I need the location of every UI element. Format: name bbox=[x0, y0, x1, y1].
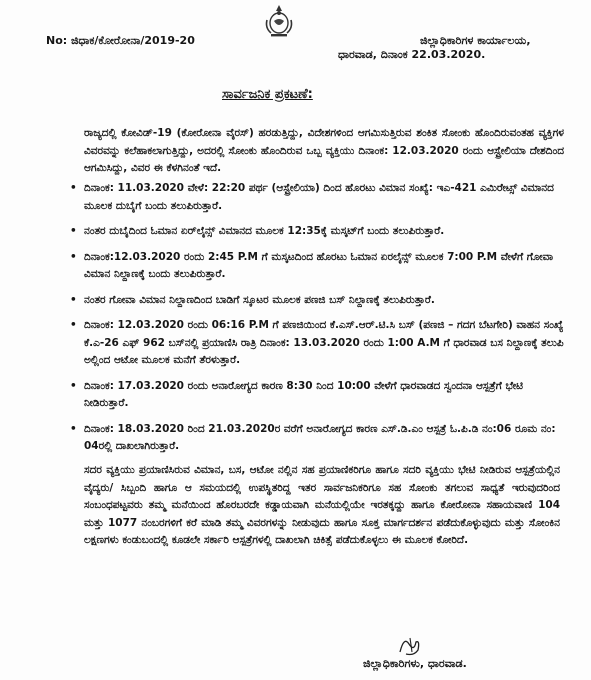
list-item bbox=[70, 249, 564, 284]
list-item bbox=[70, 421, 564, 456]
state-emblem-icon bbox=[264, 2, 294, 38]
list-item-text: ದಿನಾಂಕ: 17.03.2020 ರಂದು ಅನಾರೋಗ್ಯದ ಕಾರಣ 8:30 ನಿಂದ 10:00 ವೇಳೆಗೆ ಧಾರವಾಡದ ಸ್ವಂದನಾ ಆಸ್ಪತ್ರೆಗೆ ಭೇಟಿ ನೀಡಿರುತ್ತಾರೆ. bbox=[84, 379, 523, 409]
list-item bbox=[70, 378, 564, 413]
list-item-text: ದಿನಾಂಕ: 12.03.2020 ರಂದು 06:16 P.M ಗೆ ಪಣಜಿಯಿಂದ ಕೆ.ಎಸ್.ಆರ್.ಟಿ.ಸಿ ಬಸ್ (ಪಣಜಿ – ಗದಗ ಬೆಟಗೇರಿ) ವಾಹನ ಸಂಖ್ಯೆ ಕೆ.ಎ-26 ಎಫ್ 962 ಬಸ್‌ನಲ್ಲಿ ಪ್ರಯಾಣಿಸಿ ರಾತ್ರಿ ದಿನಾಂಕ: 13.03.2020 ರಂದು 1:00 A.M ಗೆ ಧಾರವಾಡ ಬಸ ನಿಲ್ದಾಣಕ್ಕೆ ತಲುಪಿ ಅಲ್ಲಿಂದ ಆಟೋ ಮೂಲಕ ಮನೆಗೆ ತೆರಳುತ್ತಾರೆ. bbox=[84, 319, 564, 366]
list-item bbox=[70, 292, 564, 310]
closing-paragraph: ಸದರ ವ್ಯಕ್ತಿಯು ಪ್ರಯಾಣಿಸಿರುವ ವಿಮಾನ, ಬಸ, ಆಟೋ ನಲ್ಲಿನ ಸಹ ಪ್ರಯಾಣಿಕರಿಗೂ ಹಾಗೂ ಸದರಿ ವ್ಯಕ್ತಿಯು ಭೇಟಿ ನೀಡಿರುವ ಆಸ್ಪತ್ರೆಯಲ್ಲಿನ ವೈದ್ಯರು/ ಸಿಬ್ಬಂದಿ ಹಾಗೂ ಆ ಸಮಯದಲ್ಲಿ ಉಪಸ್ಥಿತರಿದ್ದ ಇತರ ಸಾರ್ವಜನಿಕರಿಗೂ ಸಹ ಸೋಂಕು ತಗಲುವ ಸಾಧ್ಯತೆ ಇರುವುದರಿಂದ ಸಂಬಂಧಪಟ್ಟವರು ತಮ್ಮ ಮನೆಯಿಂದ ಹೊರಬರದೇ ಕಡ್ಡಾಯವಾಗಿ ಮನೆಯಲ್ಲಿಯೇ ಇರತಕ್ಕದ್ದು ಹಾಗೂ ಕೋರೋನಾ ಸಹಾಯವಾಣಿ 104 ಮತ್ತು 1077 ನಂಬರಗಳಿಗೆ ಕರೆ ಮಾಡಿ ತಮ್ಮ ವಿವರಗಳನ್ನು ನೀಡುವುದು ಹಾಗೂ ಸೂಕ್ತ ಮಾರ್ಗದರ್ಶನ ಪಡೆದುಕೊಳ್ಳುವುದು ಮತ್ತು ಸೋಂಕಿನ ಲಕ್ಷಣಗಳು ಕಂಡುಬಂದಲ್ಲಿ ಕೂಡಲೇ ಸರ್ಕಾರಿ ಆಸ್ಪತ್ರೆಗಳಲ್ಲಿ ದಾಖಲಾಗಿ ಚಿಕಿತ್ಸೆ ಪಡೆದುಕೊಳ್ಳಲು ಈ ಮೂಲಕ ಕೋರಿದೆ. bbox=[84, 464, 560, 546]
travel-history-list bbox=[70, 180, 564, 464]
list-item-text: ದಿನಾಂಕ:12.03.2020 ರಂದು 2:45 P.M ಗೆ ಮಸ್ಕಟದಿಂದ ಹೊರಟು ಓಮಾನ ಏರಲೈನ್ಸ್ ಮೂಲಕ 7:00 P.M ವೇಳೆಗೆ ಗೋವಾ ವಿಮಾನ ನಿಲ್ದಾಣಕ್ಕೆ ಬಂದು ತಲುಪಿರುತ್ತಾರೆ. bbox=[84, 250, 554, 280]
list-item bbox=[70, 180, 564, 215]
signatory-designation: ಜಿಲ್ಲಾಧಿಕಾರಿಗಳು, ಧಾರವಾಡ. bbox=[363, 657, 467, 670]
bullet-icon: • bbox=[70, 225, 77, 237]
issuing-office: ಜಿಲ್ಲಾಧಿಕಾರಿಗಳ ಕಾರ್ಯಾಲಯ, bbox=[420, 34, 531, 47]
signature-icon bbox=[396, 632, 424, 660]
reference-number: No: ಜಿಧಾಕ/ಕೋರೋನಾ/2019-20 bbox=[46, 34, 195, 47]
bullet-icon: • bbox=[70, 319, 77, 331]
list-item-text: ದಿನಾಂಕ: 18.03.2020 ರಿಂದ 21.03.2020ರ ವರೆಗೆ ಅನಾರೋಗ್ಯದ ಕಾರಣ ಎಸ್.ಡಿ.ಎಂ ಆಸ್ಪತ್ರೆ ಓ.ಪಿ.ಡಿ ನಂ:06 ರೂಮ ನಂ: 04ರಲ್ಲಿ ದಾಖಲಾಗಿರುತ್ತಾರೆ. bbox=[84, 422, 556, 452]
list-item bbox=[70, 223, 564, 241]
list-item-text: ನಂತರ ದುಬೈದಿಂದ ಓಮಾನ ಏರ್‌ಲೈನ್ಸ್ ವಿಮಾನದ ಮೂಲಕ 12:35ಕ್ಕೆ ಮಸ್ಕಟ್‌ಗೆ ಬಂದು ತಲುಪಿರುತ್ತಾರೆ. bbox=[84, 225, 445, 237]
bullet-icon: • bbox=[70, 379, 77, 392]
bullet-icon: • bbox=[70, 293, 77, 306]
place-and-date: ಧಾರವಾಡ, ದಿನಾಂಕ 22.03.2020. bbox=[338, 48, 486, 61]
bullet-icon: • bbox=[70, 422, 77, 435]
list-item-text: ನಂತರ ಗೋವಾ ವಿಮಾನ ನಿಲ್ದಾಣದಿಂದ ಬಾಡಿಗೆ ಸ್ಕೂಟರ ಮೂಲಕ ಪಣಜಿ ಬಸ್ ನಿಲ್ದಾಣಕ್ಕೆ ತಲುಪಿರುತ್ತಾರೆ. bbox=[84, 293, 435, 306]
list-item-text: ದಿನಾಂಕ: 11.03.2020 ವೇಳೆ: 22:20 ಪರ್ಥ (ಆಸ್ಟ್ರೇಲಿಯಾ) ದಿಂದ ಹೊರಟು ವಿಮಾನ ಸಂಖ್ಯೆ: ಇಎ-421 ಎಮಿರೇಟ್ಸ್ ವಿಮಾನದ ಮೂಲಕ ದುಬೈಗೆ ಬಂದು ತಲುಪಿರುತ್ತಾರೆ. bbox=[84, 182, 554, 212]
bullet-icon: • bbox=[70, 250, 77, 263]
bullet-icon: • bbox=[70, 182, 77, 194]
intro-paragraph: ರಾಜ್ಯದಲ್ಲಿ ಕೋವಿಡ್-19 (ಕೋರೋನಾ ವೈರಸ್) ಹರಡುತ್ತಿದ್ದು, ವಿದೇಶಗಳಿಂದ ಆಗಮಿಸುತ್ತಿರುವ ಶಂಕಿತ ಸೋಂಕು ಹೊಂದಿರುವಂತಹ ವ್ಯಕ್ತಿಗಳ ವಿವರವನ್ನು ಕಲೆಹಾಕಲಾಗುತ್ತಿದ್ದು, ಅದರಲ್ಲಿ ಸೋಂಕು ಹೊಂದಿರುವ ಒಬ್ಬ ವ್ಯಕ್ತಿಯು ದಿನಾಂಕ: 12.03.2020 ರಂದು ಆಸ್ಟ್ರೇಲಿಯಾ ದೇಶದಿಂದ ಆಗಮಿಸಿದ್ದು, ವಿವರ ಈ ಕೆಳಗಿನಂತೆ ಇದೆ. bbox=[84, 127, 564, 174]
notice-title: ಸಾರ್ವಜನಿಕ ಪ್ರಕಟಣೆ: bbox=[222, 87, 313, 102]
list-item bbox=[70, 317, 564, 370]
